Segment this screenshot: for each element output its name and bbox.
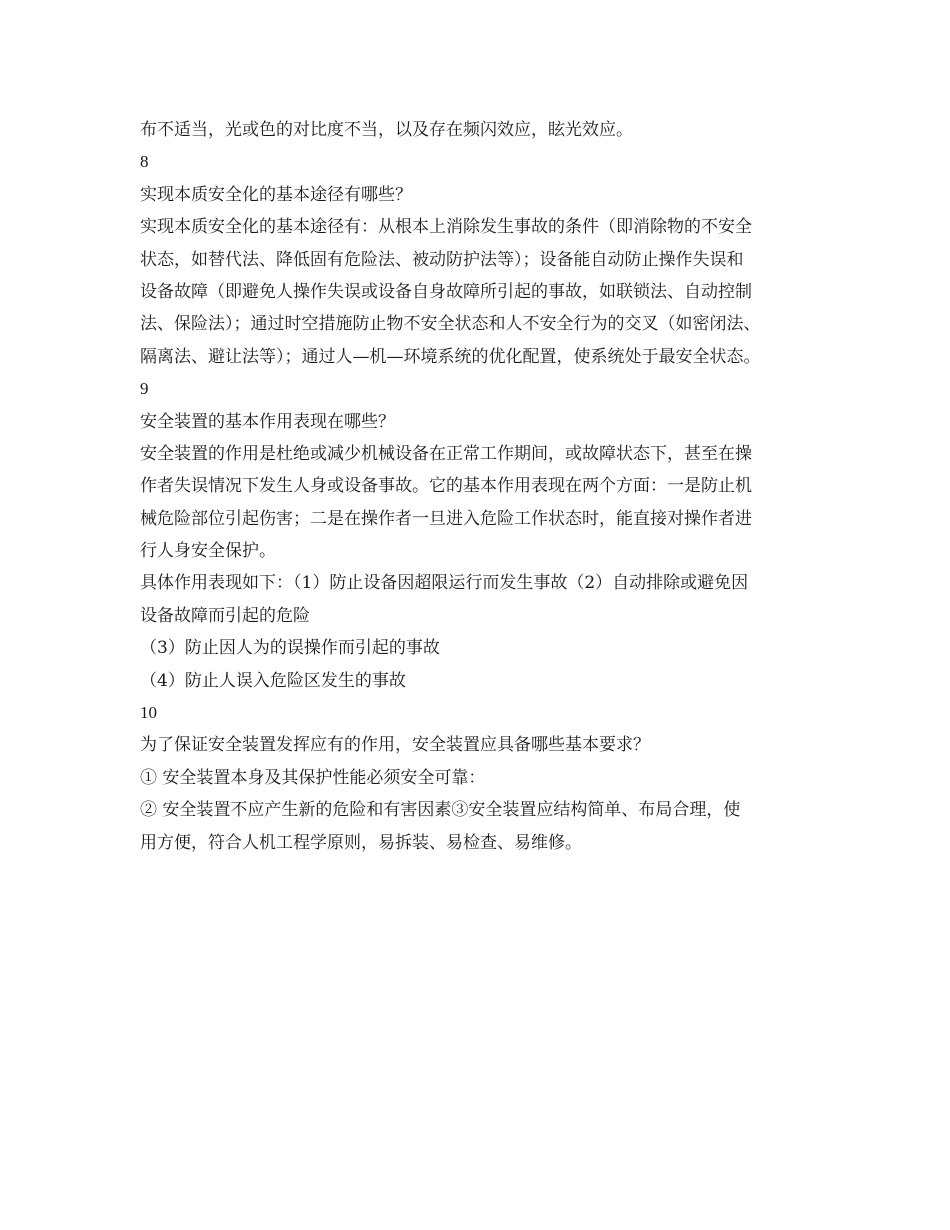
text-line: 布不适当，光或色的对比度不当，以及存在频闪效应，眩光效应。 [140,120,633,140]
question-number: 10 [140,703,157,723]
text-line: 行人身安全保护。 [140,541,276,562]
text-line: 状态，如替代法、降低固有危险法、被动防护法等）；设备能自动防止操作失误和 [140,249,744,270]
question-heading: 为了保证安全装置发挥应有的作用，安全装置应具备哪些基本要求？ [140,735,650,756]
list-item: （4）防止人误入危险区发生的事故 [140,670,406,691]
text-line: 械危险部位引起伤害；二是在操作者一旦进入危险工作状态时，能直接对操作者进 [140,508,752,529]
list-item: ② 安全装置不应产生新的危险和有害因素③安全装置应结构简单、布局合理，使 [140,800,741,821]
question-number: 8 [140,152,149,172]
text-line: 隔离法、避让法等）；通过人—机—环境系统的优化配置，使系统处于最安全状态。 [140,346,761,367]
list-item: ① 安全装置本身及其保护性能必须安全可靠： [140,767,486,788]
question-number: 9 [140,379,149,399]
document-body [140,114,820,859]
text-line: 用方便，符合人机工程学原则，易拆装、易检查、易维修。 [140,832,582,853]
question-heading: 安全装置的基本作用表现在哪些？ [140,411,395,432]
list-item: （3）防止因人为的误操作而引起的事故 [140,638,440,659]
text-line: 设备故障而引起的危险 [140,605,310,626]
text-line: 实现本质安全化的基本途径有：从根本上消除发生事故的条件（即消除物的不安全 [140,217,752,238]
text-line: 作者失误情况下发生人身或设备事故。它的基本作用表现在两个方面：一是防止机 [140,476,752,497]
text-line: 安全装置的作用是杜绝或减少机械设备在正常工作期间，或故障状态下，甚至在操 [140,443,752,464]
text-line: 法、保险法）；通过时空措施防止物不安全状态和人不安全行为的交叉（如密闭法、 [140,314,761,335]
text-line: 设备故障（即避免人操作失误或设备自身故障所引起的事故，如联锁法、自动控制 [140,281,752,302]
text-line: 具体作用表现如下：（1）防止设备因超限运行而发生事故（2）自动排除或避免因 [140,573,749,594]
question-heading: 实现本质安全化的基本途径有哪些？ [140,184,412,205]
